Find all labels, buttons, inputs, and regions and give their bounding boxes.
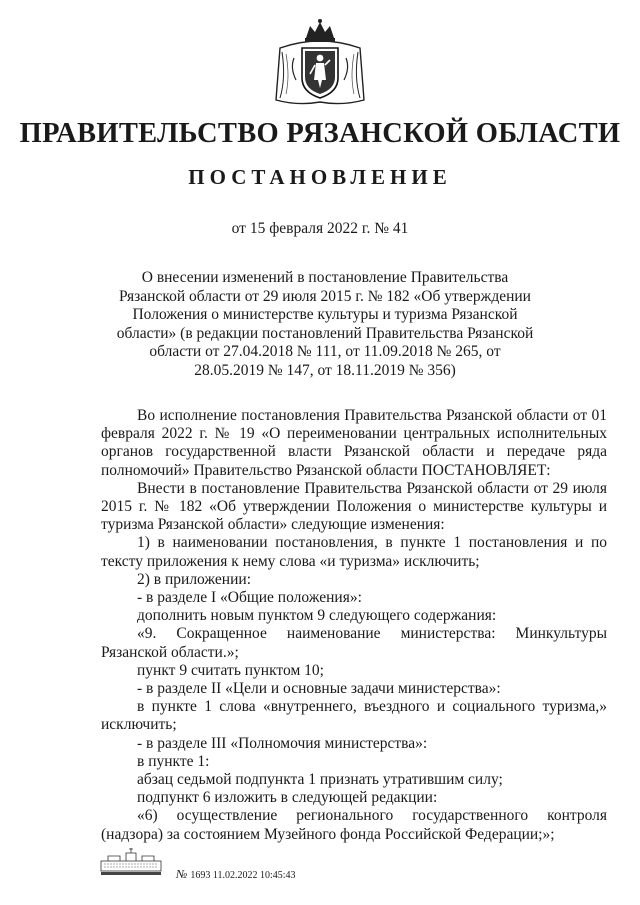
clause-renumber: пункт 9 считать пунктом 10; — [137, 661, 324, 679]
registration-footer — [100, 845, 360, 885]
document-subject — [100, 269, 550, 380]
document-body — [101, 407, 607, 844]
section-1-heading: - в разделе I «Общие положения»: — [137, 589, 362, 607]
document-type: ПОСТАНОВЛЕНИЕ — [188, 165, 452, 189]
subject-line: Рязанской области от 29 июля 2015 г. № 182 «Об утверждении — [119, 287, 531, 305]
amendment-item-1: 1) в наименовании постановления, в пункте 1 постановления и по тексту приложения к нему слова «и туризма» исключить; — [101, 534, 607, 570]
organization-title: ПРАВИТЕЛЬСТВО РЯЗАНСКОЙ ОБЛАСТИ — [19, 118, 621, 149]
amendment-item-2: 2) в приложении: — [137, 570, 251, 588]
section-2-change: в пункте 1 слова «внутреннего, въездного и социального туризма,» исключить; — [101, 698, 607, 734]
section-3-heading: - в разделе III «Полномочия министерства»: — [137, 734, 428, 752]
amendment-intro-paragraph: Внести в постановление Правительства Рязанской области от 29 июля 2015 г. № 182 «Об утверждении Положения о министерстве культуры и туризма Рязанской области» следующие изменения: — [101, 479, 607, 534]
subject-line: области от 27.04.2018 № 111, от 11.09.2018 № 265, от — [149, 343, 501, 360]
subject-line: О внесении изменений в постановление Правительства — [141, 269, 509, 286]
ryazan-coat-of-arms-icon — [272, 18, 368, 108]
preamble-paragraph: Во исполнение постановления Правительства Рязанской области от 01 февраля 2022 г. № 19 «О переименовании центральных исполнительных органов государственной власти Рязанской области и передаче ряда полномочий» Правительство Рязанской области ПОСТАНОВЛЯЕТ: — [101, 407, 607, 479]
section-1-add-clause: дополнить новым пунктом 9 следующего содержания: — [137, 607, 497, 625]
document-stamp-icon — [100, 845, 162, 877]
subject-line: Положения о министерстве культуры и туризма Рязанской — [132, 306, 518, 323]
subclause-6-text: «6) осуществление регионального государственного контроля (надзора) за состоянием Музейного фонда Российской Федерации;»; — [101, 807, 607, 843]
registration-number-timestamp: 1693 11.02.2022 10:45:43 — [190, 870, 296, 881]
section-3-abzac-7: абзац седьмой подпункта 1 признать утратившим силу; — [137, 771, 503, 789]
number-sign: № — [176, 867, 188, 881]
document-date-number: от 15 февраля 2022 г. № 41 — [231, 220, 409, 237]
subject-line: области» (в редакции постановлений Правительства Рязанской — [116, 324, 534, 342]
section-2-heading: - в разделе II «Цели и основные задачи министерства»: — [137, 680, 501, 698]
clause-9-text: «9. Сокращенное наименование министерства: Минкультуры Рязанской области.»; — [101, 625, 607, 661]
subject-line: 28.05.2019 № 147, от 18.11.2019 № 356) — [194, 361, 456, 379]
registration-mark — [176, 867, 296, 882]
section-3-subclause-6: подпункт 6 изложить в следующей редакции: — [137, 789, 438, 807]
section-3-clause-1: в пункте 1: — [137, 752, 210, 770]
